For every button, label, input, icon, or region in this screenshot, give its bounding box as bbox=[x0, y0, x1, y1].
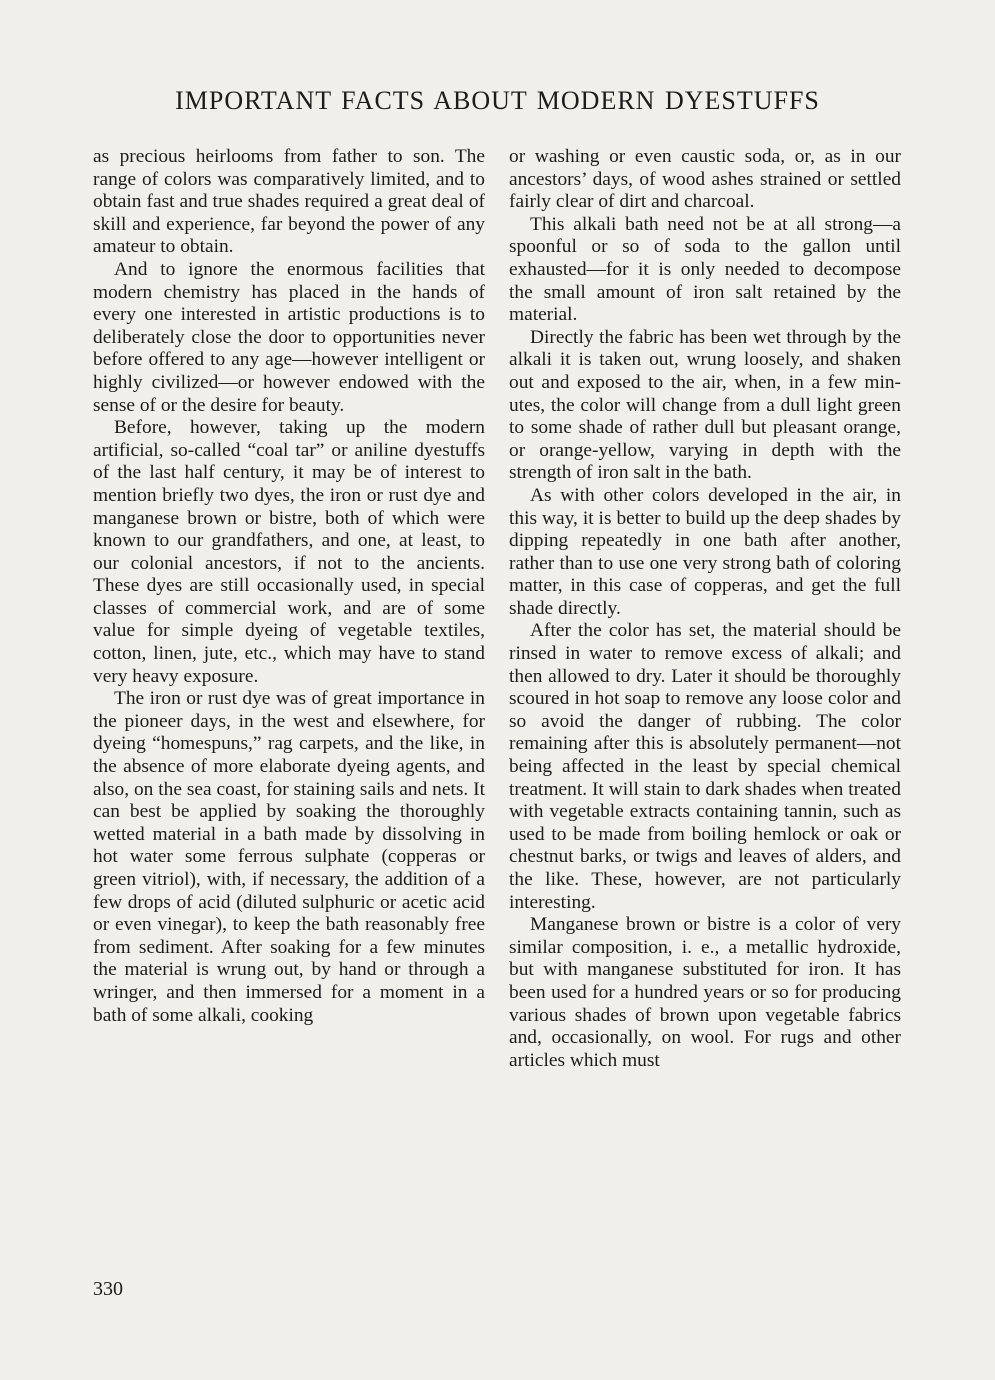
paragraph: As with other colors developed in the air, in this way, it is better to build up the deep shades by dipping repeatedly in one bath after another, rather than to use one very strong bath of coloring matter, in this case of copperas, and get the full shade directly. bbox=[509, 484, 901, 619]
page-number: 330 bbox=[93, 1278, 123, 1300]
paragraph: Manganese brown or bistre is a color of very similar composition, i. e., a metallic hydroxide, but with manganese substituted for iron. It has been used for a hundred years or so for producing various shades of brown upon vegetable fabrics and, occasionally, on wool. For rugs and other articles which must bbox=[509, 914, 901, 1071]
running-title: IMPORTANT FACTS ABOUT MODERN DYESTUFFS bbox=[175, 86, 820, 115]
paragraph: This alkali bath need not be at all strong—a spoonful or so of soda to the gallon until exhausted—for it is only needed to decompose the small amount of iron salt retained by the material. bbox=[509, 213, 901, 326]
left-column bbox=[93, 146, 485, 1027]
paragraph: After the color has set, the material should be rinsed in water to remove excess of alkali; and then allowed to dry. Later it should be thoroughly scoured in hot soap to remove any loose color and so avoid the danger of rubbing. The color remaining after this is absolutely permanent—not being affected in the least by special chemical treatment. It will stain to dark shades when treated with vegetable extracts containing tannin, such as used to be made from boiling hemlock or oak or chestnut barks, or twigs and leaves of alders, and the like. These, however, are not particularly interesting. bbox=[509, 620, 901, 913]
right-column bbox=[509, 146, 901, 1072]
paragraph: as precious heirlooms from father to son. The range of colors was comparatively limited, and to obtain fast and true shades required a great deal of skill and experience, far beyond the power of any amateur to obtain. bbox=[93, 146, 485, 258]
paragraph: And to ignore the enormous facilities that modern chemistry has placed in the hands of every one interested in artistic productions is to deliberately close the door to opportunities never before offered to any age—however intelligent or highly civilized—or however endowed with the sense of or the desire for beauty. bbox=[93, 258, 485, 416]
paragraph: Directly the fabric has been wet through by the alkali it is taken out, wrung loosely, and shaken out and exposed to the air, when, in a few minutes, the color will change from a dull light green to some shade of rather dull but pleasant orange, or orange-yellow, varying in depth with the strength of iron salt in the bath. bbox=[509, 326, 901, 484]
paragraph: Before, however, taking up the modern artificial, so-called “coal tar” or aniline dyestuffs of the last half century, it may be of interest to mention briefly two dyes, the iron or rust dye and manganese brown or bistre, both of which were known to our grandfathers, and one, at least, to our colonial ancestors, if not to the ancients. These dyes are still occasionally used, in special classes of commercial work, and are of some value for simple dyeing of vegetable textiles, cotton, linen, jute, etc., which may have to stand very heavy exposure. bbox=[93, 417, 485, 687]
paragraph: or washing or even caustic soda, or, as in our ancestors’ days, of wood ashes strained or settled fairly clear of dirt and charcoal. bbox=[509, 146, 901, 213]
paragraph: The iron or rust dye was of great importance in the pioneer days, in the west and elsewhere, for dyeing “homespuns,” rag carpets, and the like, in the absence of more elaborate dyeing agents, and also, on the sea coast, for staining sails and nets. It can best be applied by soaking the thoroughly wetted material in a bath made by dissolving in hot water some ferrous sulphate (copperas or green vitriol), with, if necessary, the addition of a few drops of acid (diluted sulphuric or acetic acid or even vinegar), to keep the bath reasonably free from sediment. After soaking for a few minutes the material is wrung out, by hand or through a wringer, and then immersed for a moment in a bath of some alkali, cooking bbox=[93, 688, 485, 1026]
